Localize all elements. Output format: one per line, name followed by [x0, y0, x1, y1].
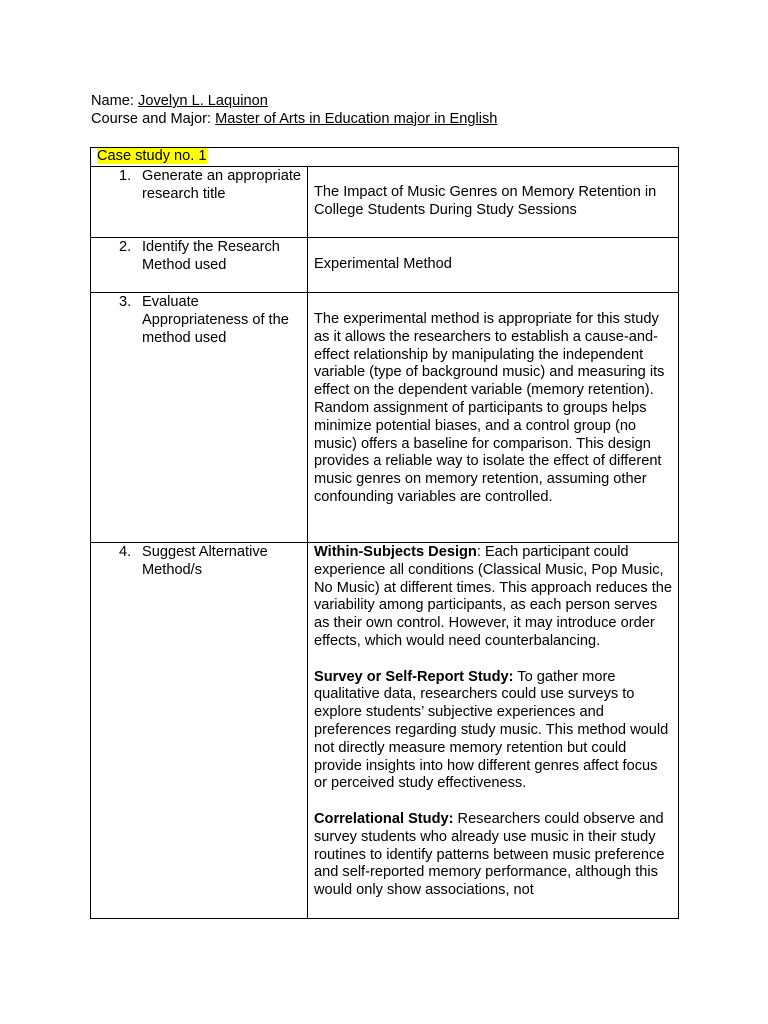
table-row: [91, 293, 679, 543]
question-text: Evaluate Appropriateness of the method used: [142, 294, 289, 346]
question-cell: [91, 167, 308, 238]
research-title-answer: The Impact of Music Genres on Memory Retention in College Students During Study Sessions: [314, 184, 657, 218]
course-line: [91, 111, 497, 129]
answer-cell: [308, 167, 679, 238]
question-text: Generate an appropriate research title: [142, 168, 302, 202]
item-number: 2.: [119, 239, 132, 255]
name-line: [91, 93, 497, 111]
alternative-title: Survey or Self-Report Study:: [314, 668, 514, 685]
course-value: Master of Arts in Education major in English: [215, 111, 498, 127]
name-label: Name:: [91, 93, 134, 109]
question-cell: [91, 543, 308, 919]
alternative-text: Researchers could observe and survey students who already use music in their study routines to identify patterns between music preference and self-reported memory performance, although this would only show associations, not: [314, 810, 665, 899]
alternative-correlational: [314, 811, 672, 900]
student-info: [91, 93, 497, 129]
answer-cell: [308, 293, 679, 543]
case-title-cell: [91, 148, 679, 167]
alternative-within-subjects: Within-Subjects Design: Each participant could experience all conditions (Classical Music, Pop Music, No Music) at different times. This approach reduces the variability among participants, as each person serves as their own control. However, it may introduce order effects, which would need counterbalancing.: [314, 544, 672, 649]
item-number: 4.: [119, 544, 132, 560]
question-text: Suggest Alternative Method/s: [142, 544, 268, 578]
item-number: 1.: [119, 168, 132, 184]
alternative-survey: [314, 669, 672, 794]
case-title-row: [91, 148, 679, 167]
evaluation-answer: The experimental method is appropriate for this study as it allows the researchers to establish a cause-and-effect relationship by manipulating the independent variable (type of background music) and measuring its effect on the dependent variable (memory retention). Random assignment of participants to groups helps minimize potential biases, and a control group (no music) offers a baseline for comparison. This design provides a reliable way to isolate the effect of different music genres on memory retention, assuming other confounding variables are controlled.: [314, 311, 665, 505]
alternative-title: Correlational Study:: [314, 810, 454, 827]
item-number: 3.: [119, 294, 132, 310]
case-study-title: Case study no. 1: [97, 148, 207, 164]
course-label: Course and Major:: [91, 111, 212, 127]
table-row: [91, 238, 679, 293]
table-row: [91, 167, 679, 238]
question-cell: [91, 238, 308, 293]
answer-cell: [308, 238, 679, 293]
student-name: Jovelyn L. Laquinon: [138, 93, 268, 109]
method-answer: Experimental Method: [314, 256, 452, 273]
question-text: Identify the Research Method used: [142, 239, 280, 273]
alternative-title: Within-Subjects Design: [314, 544, 477, 560]
answer-cell: [308, 543, 679, 919]
alternative-text: Each participant could experience all conditions (Classical Music, Pop Music, No Music) at different times. This approach reduces the variability among participants, as each person serves as their own control. However, it may introduce order effects, which would need counterbalancing.: [314, 544, 672, 649]
question-cell: [91, 293, 308, 543]
table-row: [91, 543, 679, 919]
alternative-text: To gather more qualitative data, researchers could use surveys to explore students’ subjective experiences and preferences regarding study music. This method would not directly measure memory retention but could provide insights into how different genres affect focus or perceived study effectiveness.: [314, 668, 669, 792]
case-study-table: [90, 147, 679, 919]
